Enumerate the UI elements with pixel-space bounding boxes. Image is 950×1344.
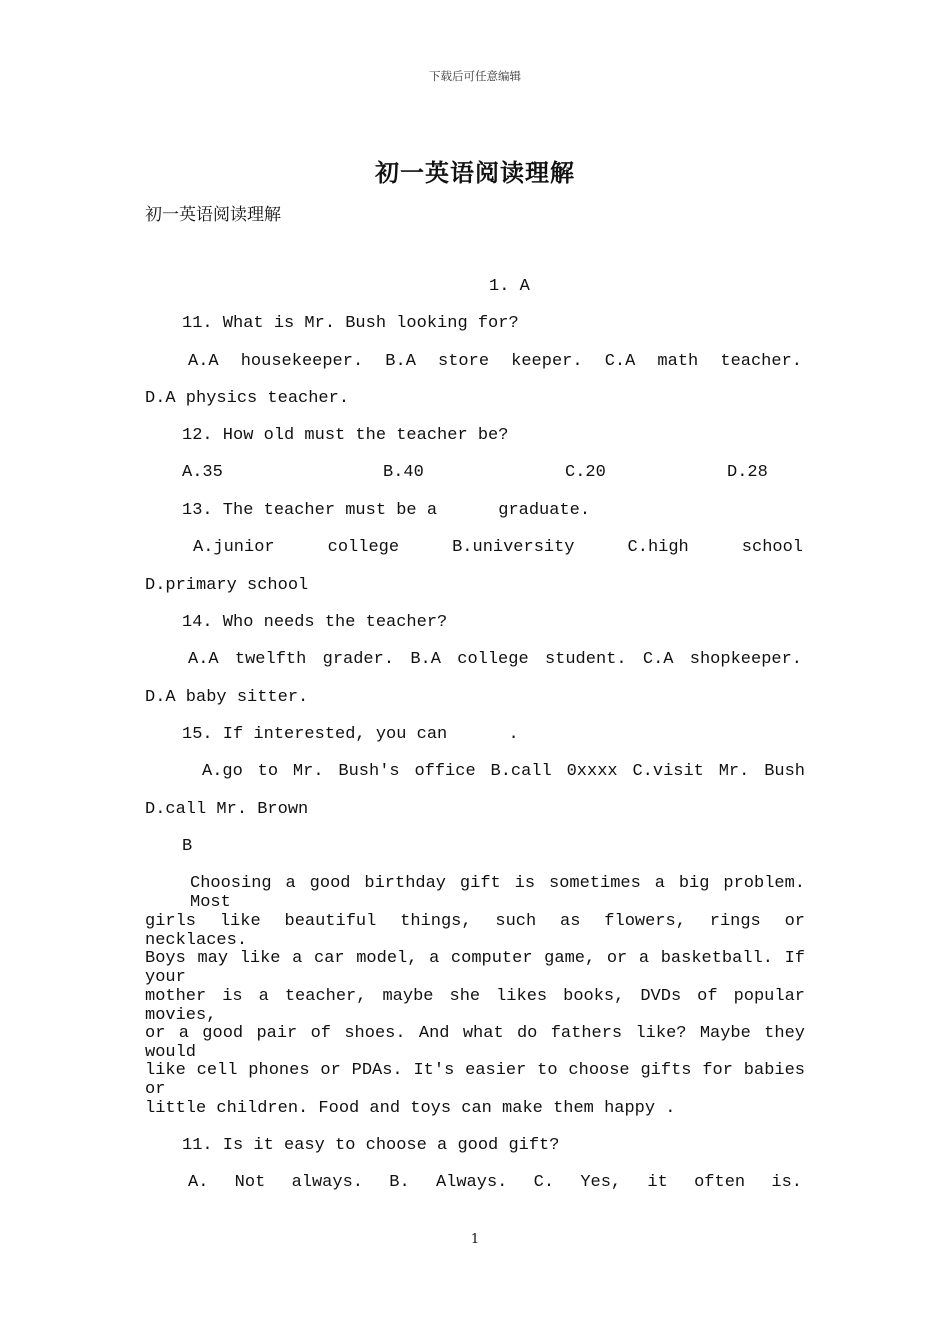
passage-line: or a good pair of shoes. And what do fathers like? Maybe they would <box>145 1024 805 1062</box>
question-12-stem: 12. How old must the teacher be? <box>182 426 509 445</box>
question-b11-stem: 11. Is it easy to choose a good gift? <box>182 1136 560 1155</box>
question-15-options: A.go to Mr. Bush's office B.call 0xxxx C.visit Mr. Bush <box>202 762 805 781</box>
passage-line: Boys may like a car model, a computer game, or a basketball. If your <box>145 949 805 987</box>
question-13-options: A.junior college B.university C.high school <box>193 538 803 557</box>
question-12-option-c: C.20 <box>565 463 606 482</box>
question-11-options: A.A housekeeper. B.A store keeper. C.A math teacher. <box>188 352 802 371</box>
section-a-heading: 1. A <box>489 277 530 296</box>
question-15-stem: 15. If interested, you can . <box>182 725 519 744</box>
question-12-option-d: D.28 <box>727 463 768 482</box>
question-14-options: A.A twelfth grader. B.A college student. C.A shopkeeper. <box>188 650 802 669</box>
passage-line: girls like beautiful things, such as flowers, rings or necklaces. <box>145 912 805 950</box>
passage-line: little children. Food and toys can make them happy . <box>145 1099 676 1118</box>
page-number: 1 <box>470 1232 480 1247</box>
passage-line: Choosing a good birthday gift is sometimes a big problem. Most <box>190 874 805 912</box>
question-11-option-d: D.A physics teacher. <box>145 389 350 408</box>
passage-line: like cell phones or PDAs. It's easier to choose gifts for babies or <box>145 1061 805 1099</box>
section-b-heading: B <box>182 837 193 856</box>
question-15-option-d: D.call Mr. Brown <box>145 800 309 819</box>
question-11-stem: 11. What is Mr. Bush looking for? <box>182 314 519 333</box>
document-subtitle: 初一英语阅读理解 <box>145 205 281 225</box>
document-title: 初一英语阅读理解 <box>375 158 575 187</box>
question-12-option-a: A.35 <box>182 463 223 482</box>
question-12-option-b: B.40 <box>383 463 424 482</box>
question-14-stem: 14. Who needs the teacher? <box>182 613 448 632</box>
header-note: 下载后可任意编辑 <box>429 69 521 83</box>
question-13-stem: 13. The teacher must be a graduate. <box>182 501 591 520</box>
question-14-option-d: D.A baby sitter. <box>145 688 309 707</box>
passage-line: mother is a teacher, maybe she likes books, DVDs of popular movies, <box>145 987 805 1025</box>
question-b11-options: A. Not always. B. Always. C. Yes, it often is. <box>188 1173 802 1192</box>
question-13-option-d: D.primary school <box>145 576 309 595</box>
